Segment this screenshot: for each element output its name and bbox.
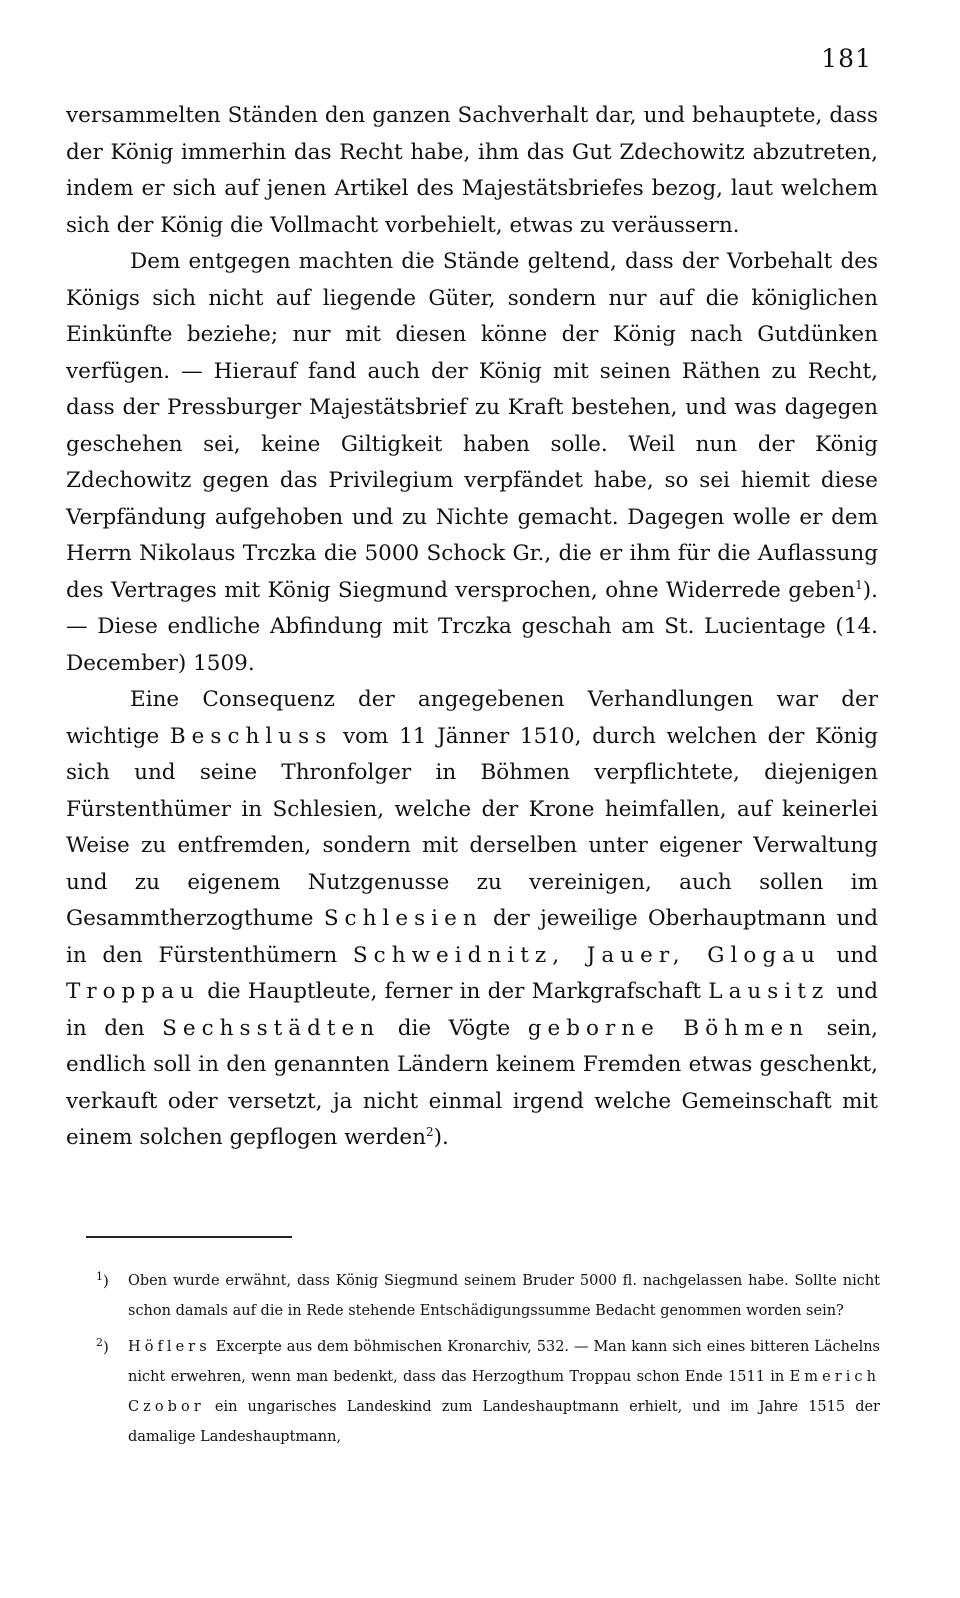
paragraph-3-text-c: der jeweilige Oberhauptmann und in den Fürstenthümern: [66, 906, 878, 968]
paragraph-2: [66, 244, 878, 682]
paragraph-1: versammelten Ständen den ganzen Sachverhalt dar, und behauptete, dass der König immerhin das Recht habe, ihm das Gut Zdechowitz abzutreten, indem er sich auf jenen Artikel des Majestätsbriefes bezog, laut welchem sich der König die Vollmacht vorbehielt, etwas zu veräussern.: [66, 103, 878, 238]
footnote-divider: [86, 1236, 292, 1238]
paragraph-3: [66, 682, 878, 1157]
footnote-1-mark: $^1$): [96, 1270, 109, 1290]
paragraph-2-text-a: Dem entgegen machten die Stände geltend, dass der Vorbehalt des Königs sich nicht auf liegende Güter, sondern nur auf die königlichen Einkünfte beziehe; nur mit diesen könne der König nach Gutdünken verfügen. — Hierauf fand auch der König mit seinen Räthen zu Recht, dass der Pressburger Majestätsbrief zu Kraft bestehen, und was dagegen geschehen sei, keine Giltigkeit haben solle. Weil nun der König Zdechowitz gegen das Privilegium verpfändet habe, so sei hiemit diese Verpfändung aufgehoben und zu Nichte gemacht. Dagegen wolle er dem Herrn Nikolaus Trczka die 5000 Schock Gr., die er ihm für die Auflassung des Vertrages mit König Siegmund versprochen, ohne Widerrede geben: [66, 249, 878, 603]
footnote-2: [96, 1332, 880, 1452]
body-text: [66, 98, 878, 1157]
paragraph-3-text-f: und in den: [66, 979, 878, 1041]
emphasis-lausitz: Lausitz: [708, 979, 830, 1004]
emphasis-sechsstaedten: Sechsstädten: [162, 1015, 381, 1041]
emphasis-troppau: Troppau: [66, 979, 200, 1004]
footnote-ref-1[interactable]: 1: [855, 577, 863, 592]
footnote-2-mark: $^2$): [96, 1336, 109, 1356]
paragraph-3-text-h: sein, endlich soll in den genannten Ländern keinem Fremden etwas geschenkt, verkauft oder versetzt, ja nicht einmal irgend welche Gemeinschaft mit einem solchen gepflogen werden: [66, 1015, 878, 1150]
footnote-2-person: Emerich Czobor: [128, 1369, 880, 1415]
paragraph-3-text-b: vom 11 Jänner 1510, durch welchen der König sich und seine Thronfolger in Böhmen verpflichtete, diejenigen Fürstenthümer in Schlesien, welche der Krone heimfallen, auf keinerlei Weise zu entfremden, sondern mit derselben unter eigener Verwaltung und zu eigenem Nutzgenusse zu vereinigen, auch sollen im Gesammtherzogthume: [66, 723, 878, 931]
paragraph-3-text-a: Eine Consequenz der angegebenen Verhandlungen war der wichtige: [66, 687, 878, 749]
paragraph-3-text-e: die Hauptleute, ferner in der Markgrafschaft: [207, 979, 701, 1004]
footnote-ref-2[interactable]: 2: [425, 1124, 434, 1139]
emphasis-schweidnitz-jauer-glogau: Schweidnitz, Jauer, Glogau: [352, 942, 821, 968]
footnote-2-author: Höflers: [128, 1339, 211, 1355]
emphasis-geborne-boehmen: geborne Böhmen: [527, 1015, 810, 1041]
emphasis-beschluss: Beschluss: [169, 723, 333, 749]
footnote-1: [96, 1266, 880, 1326]
footnote-2-text-a: Excerpte aus dem böhmischen Kronarchiv, 532. — Man kann sich eines bitteren Lächelns nicht erwehren, wenn man bedenkt, dass das Herzogthum Troppau schon Ende 1511 in: [128, 1339, 880, 1385]
footnotes: [96, 1266, 880, 1458]
footnote-2-text-b: ein ungarisches Landeskind zum Landeshauptmann erhielt, und im Jahre 1515 der damalige Landeshauptmann,: [128, 1399, 880, 1445]
paragraph-3-text-i: ).: [433, 1125, 449, 1150]
paragraph-3-text-g: die Vögte: [397, 1015, 511, 1041]
page-number: 181: [821, 44, 872, 73]
footnote-1-text: Oben wurde erwähnt, dass König Siegmund seinem Bruder 5000 fl. nachgelassen habe. Sollte nicht schon damals auf die in Rede stehende Entschädigungssumme Bedacht genommen worden sein?: [128, 1273, 880, 1319]
paragraph-2-text-b: ). — Diese endliche Abfindung mit Trczka geschah am St. Lucientage (14. December) 1509.: [66, 577, 878, 676]
emphasis-schlesien: Schlesien: [323, 906, 483, 931]
paragraph-3-text-d: und: [836, 942, 878, 968]
